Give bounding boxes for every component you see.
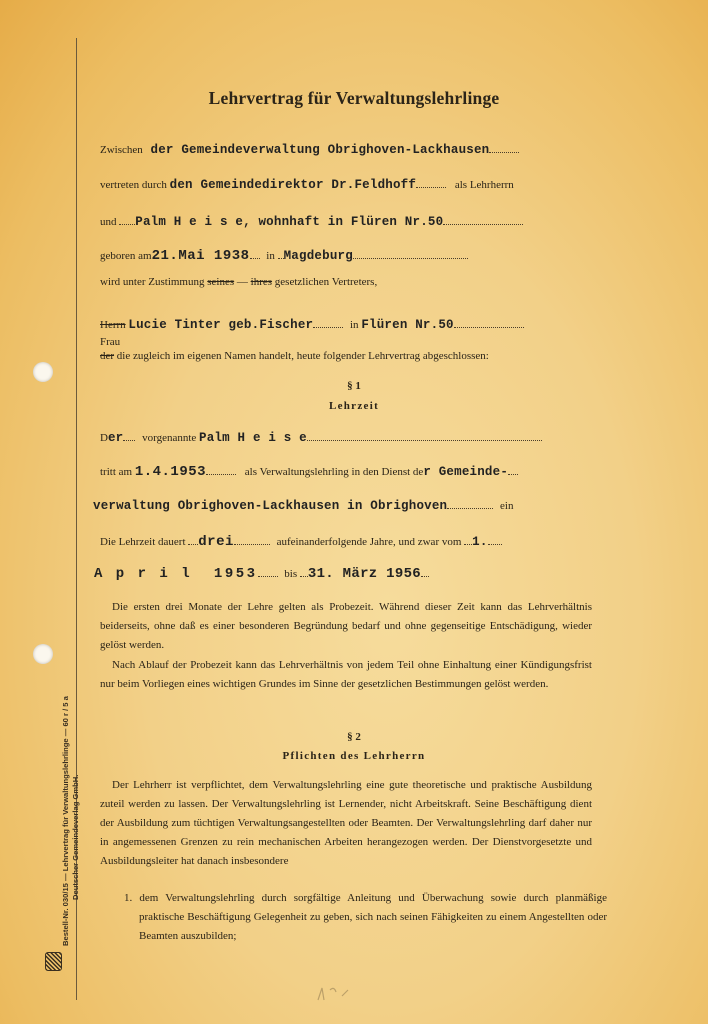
apprentice-line: und Palm H e i s e, wohnhaft in Flüren Nr.50: [100, 215, 523, 229]
section-1-title: Lehrzeit: [328, 400, 380, 412]
guardian-value: Lucie Tinter geb.Fischer: [128, 318, 314, 332]
pencil-mark: [314, 984, 354, 1004]
start-date-value: 1.4.1953: [134, 464, 207, 480]
apprentice-value: Palm H e i s e, wohnhaft in Flüren Nr.50: [135, 215, 444, 229]
publisher-imprint: Bestell-Nr. 030/15 — Lehrvertrag für Verwaltungslehrlinge — 60 r / 5 a Deutscher Gemeindeverlag GmbH.: [61, 696, 80, 946]
duration-line: Die Lehrzeit dauert drei aufeinanderfolgende Jahre, und zwar vom 1.: [100, 535, 502, 549]
agreement-line: der die zugleich im eigenen Namen handelt, heute folgender Lehrvertrag abgeschlossen:: [100, 350, 489, 362]
consent-line: wird unter Zustimmung seines — ihres gesetzlichen Vertreters,: [100, 276, 378, 288]
birthdate-value: 21.Mai 1938: [151, 248, 250, 264]
representative-line: vertreten durch den Gemeindedirektor Dr.Feldhoff als Lehrherrn: [100, 178, 514, 192]
period-start-value: A p r i l 1953: [94, 566, 258, 582]
publisher-logo-icon: [45, 952, 62, 971]
employer-repeat-value: verwaltung Obrighoven-Lackhausen in Obrighoven: [93, 499, 448, 513]
apprentice-repeat-line: Der vorgenannte Palm H e i s e: [100, 431, 542, 445]
section-2-title: Pflichten des Lehrherrn: [282, 750, 426, 762]
apprentice-repeat-value: Palm H e i s e: [199, 431, 307, 445]
employer-repeat-line: verwaltung Obrighoven-Lackhausen in Obrighoven ein: [93, 499, 514, 513]
duration-value: drei: [198, 534, 234, 550]
guardian-line: Herrn Frau Lucie Tinter geb.Fischer in Flüren Nr.50: [100, 318, 524, 332]
party-employer-line: Zwischen der Gemeindeverwaltung Obrighoven-Lackhausen: [100, 143, 519, 157]
period-line: A p r i l 1953 bis 31. März 1956: [94, 567, 429, 581]
representative-value: den Gemeindedirektor Dr.Feldhoff: [169, 178, 417, 192]
period-end-value: 31. März 1956: [307, 566, 421, 582]
duties-list-item: 1. dem Verwaltungslehrling durch sorgfältige Anleitung und Überwachung sowie durch planmäßige praktische Beschäftigung Gelegenheit zu geben, sich nach seinen Fähigkeiten zu einem Angestellten oder Beamten auszubilden;: [124, 892, 607, 942]
guardian-address-value: Flüren Nr.50: [361, 318, 454, 332]
start-service-line: tritt am 1.4.1953 als Verwaltungslehrling in den Dienst der Gemeinde-: [100, 465, 518, 479]
birthplace-value: Magdeburg: [283, 249, 353, 263]
duties-paragraph: Der Lehrherr ist verpflichtet, dem Verwaltungslehrling eine gute theoretische und praktische Ausbildung zuteil werden zu lassen. Der Verwaltungslehrling ist Lernender, nicht Arbeitskraft. Seine Beschäftigung dient der Ausbildung zum tüchtigen Verwaltungsangestellten oder Beamten. Der Verwaltungslehrling darf daher nur in angemessenen Grenzen zu rein mechanischen Arbeiten herangezogen werden. Der Dienstvorgesetzte und Ausbildungsleiter hat danach insbesondere: [100, 779, 592, 867]
punch-hole: [33, 644, 53, 664]
termination-paragraph: Nach Ablauf der Probezeit kann das Lehrverhältnis von jedem Teil ohne Einhaltung einer Kündigungsfrist nur beim Vorliegen eines wichtigen Grundes im Sinne der gesetzlichen Bestimmungen gelöst werden.: [100, 659, 592, 690]
punch-hole: [33, 362, 53, 382]
employer-value: der Gemeindeverwaltung Obrighoven-Lackhausen: [150, 143, 490, 157]
probation-paragraph: Die ersten drei Monate der Lehre gelten als Probezeit. Während dieser Zeit kann das Lehrverhältnis beiderseits, ohne daß es einer besonderen Begründung bedarf und ohne gegenseitige Entschädigung, wieder gelöst werden.: [100, 601, 592, 651]
document-title: Lehrvertrag für Verwaltungslehrlinge: [208, 88, 500, 108]
section-1-heading: § 1: [347, 380, 361, 392]
birth-line: geboren am21.Mai 1938 in Magdeburg: [100, 249, 468, 263]
section-2-heading: § 2: [347, 731, 361, 743]
